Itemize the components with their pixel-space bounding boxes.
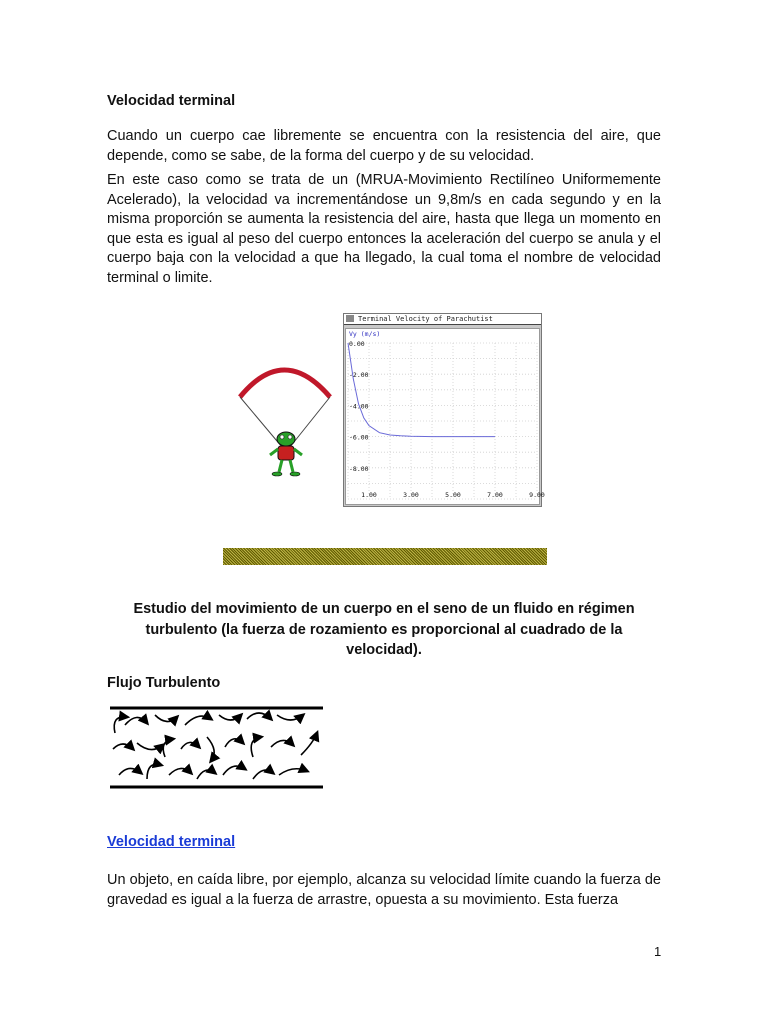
series-line-vy bbox=[348, 343, 495, 437]
turbulent-eddies bbox=[113, 713, 317, 779]
graph-window-title: Terminal Velocity of Parachutist bbox=[358, 315, 493, 323]
y-tick-label: -4.00 bbox=[349, 402, 369, 411]
section-title: Estudio del movimiento de un cuerpo en el seno de un fluido en régimen turbulento (la fuerza de rozamiento es proporcional al cuadrado de la velocidad). bbox=[133, 601, 635, 658]
window-menu-icon bbox=[346, 315, 354, 322]
x-tick-label: 3.00 bbox=[403, 491, 419, 499]
plot-area bbox=[345, 328, 545, 505]
parachute-line-right bbox=[290, 397, 330, 447]
paragraph-1: Cuando un cuerpo cae libremente se encuentra con la resistencia del aire, que depende, como se sabe, de la forma del cuerpo y de su velocidad. bbox=[107, 128, 661, 164]
section-heading: Velocidad terminal bbox=[107, 93, 236, 109]
y-axis-label: Vy (m/s) bbox=[349, 330, 381, 338]
x-tick-label: 1.00 bbox=[361, 491, 377, 499]
paragraph-2: En este caso como se trata de un (MRUA-Movimiento Rectilíneo Uniformemente Acelerado), la velocidad va incrementándose un 9,8m/s en cada segundo y en la misma proporción se aumenta la resistencia del aire, hasta que llega un momento en que esta es igual al peso del cuerpo entonces la aceleración del cuerpo se anula y el cuerpo baja con la velocidad a que ha llegado, la cual toma el nombre de velocidad terminal o limite. bbox=[107, 172, 661, 286]
graph-window bbox=[343, 313, 545, 507]
page-number: 1 bbox=[654, 944, 662, 959]
x-tick-label: 7.00 bbox=[487, 491, 503, 499]
y-tick-label: -8.00 bbox=[349, 464, 369, 473]
x-tick-label: 5.00 bbox=[445, 491, 461, 499]
y-tick-label: 0.00 bbox=[349, 340, 365, 348]
parachute-line-left bbox=[240, 397, 282, 447]
graph-window-titlebar bbox=[344, 314, 541, 325]
y-tick-label: -6.00 bbox=[349, 433, 369, 442]
turbulent-flow-diagram bbox=[107, 703, 325, 791]
parachutist-illustration bbox=[232, 355, 342, 485]
x-tick-label: 9.00 bbox=[529, 491, 545, 499]
paragraph-3: Un objeto, en caída libre, por ejemplo, alcanza su velocidad límite cuando la fuerza de gravedad es igual a la fuerza de arrastre, opuesta a su movimiento. Esta fuerza bbox=[107, 872, 661, 908]
decorative-divider-bar bbox=[223, 548, 547, 565]
flujo-turbulento-heading: Flujo Turbulento bbox=[107, 675, 221, 691]
velocidad-terminal-link[interactable]: Velocidad terminal bbox=[107, 834, 236, 850]
terminal-velocity-chart bbox=[346, 329, 545, 504]
y-tick-label: -2.00 bbox=[349, 371, 369, 380]
parachute-canopy bbox=[240, 370, 330, 397]
